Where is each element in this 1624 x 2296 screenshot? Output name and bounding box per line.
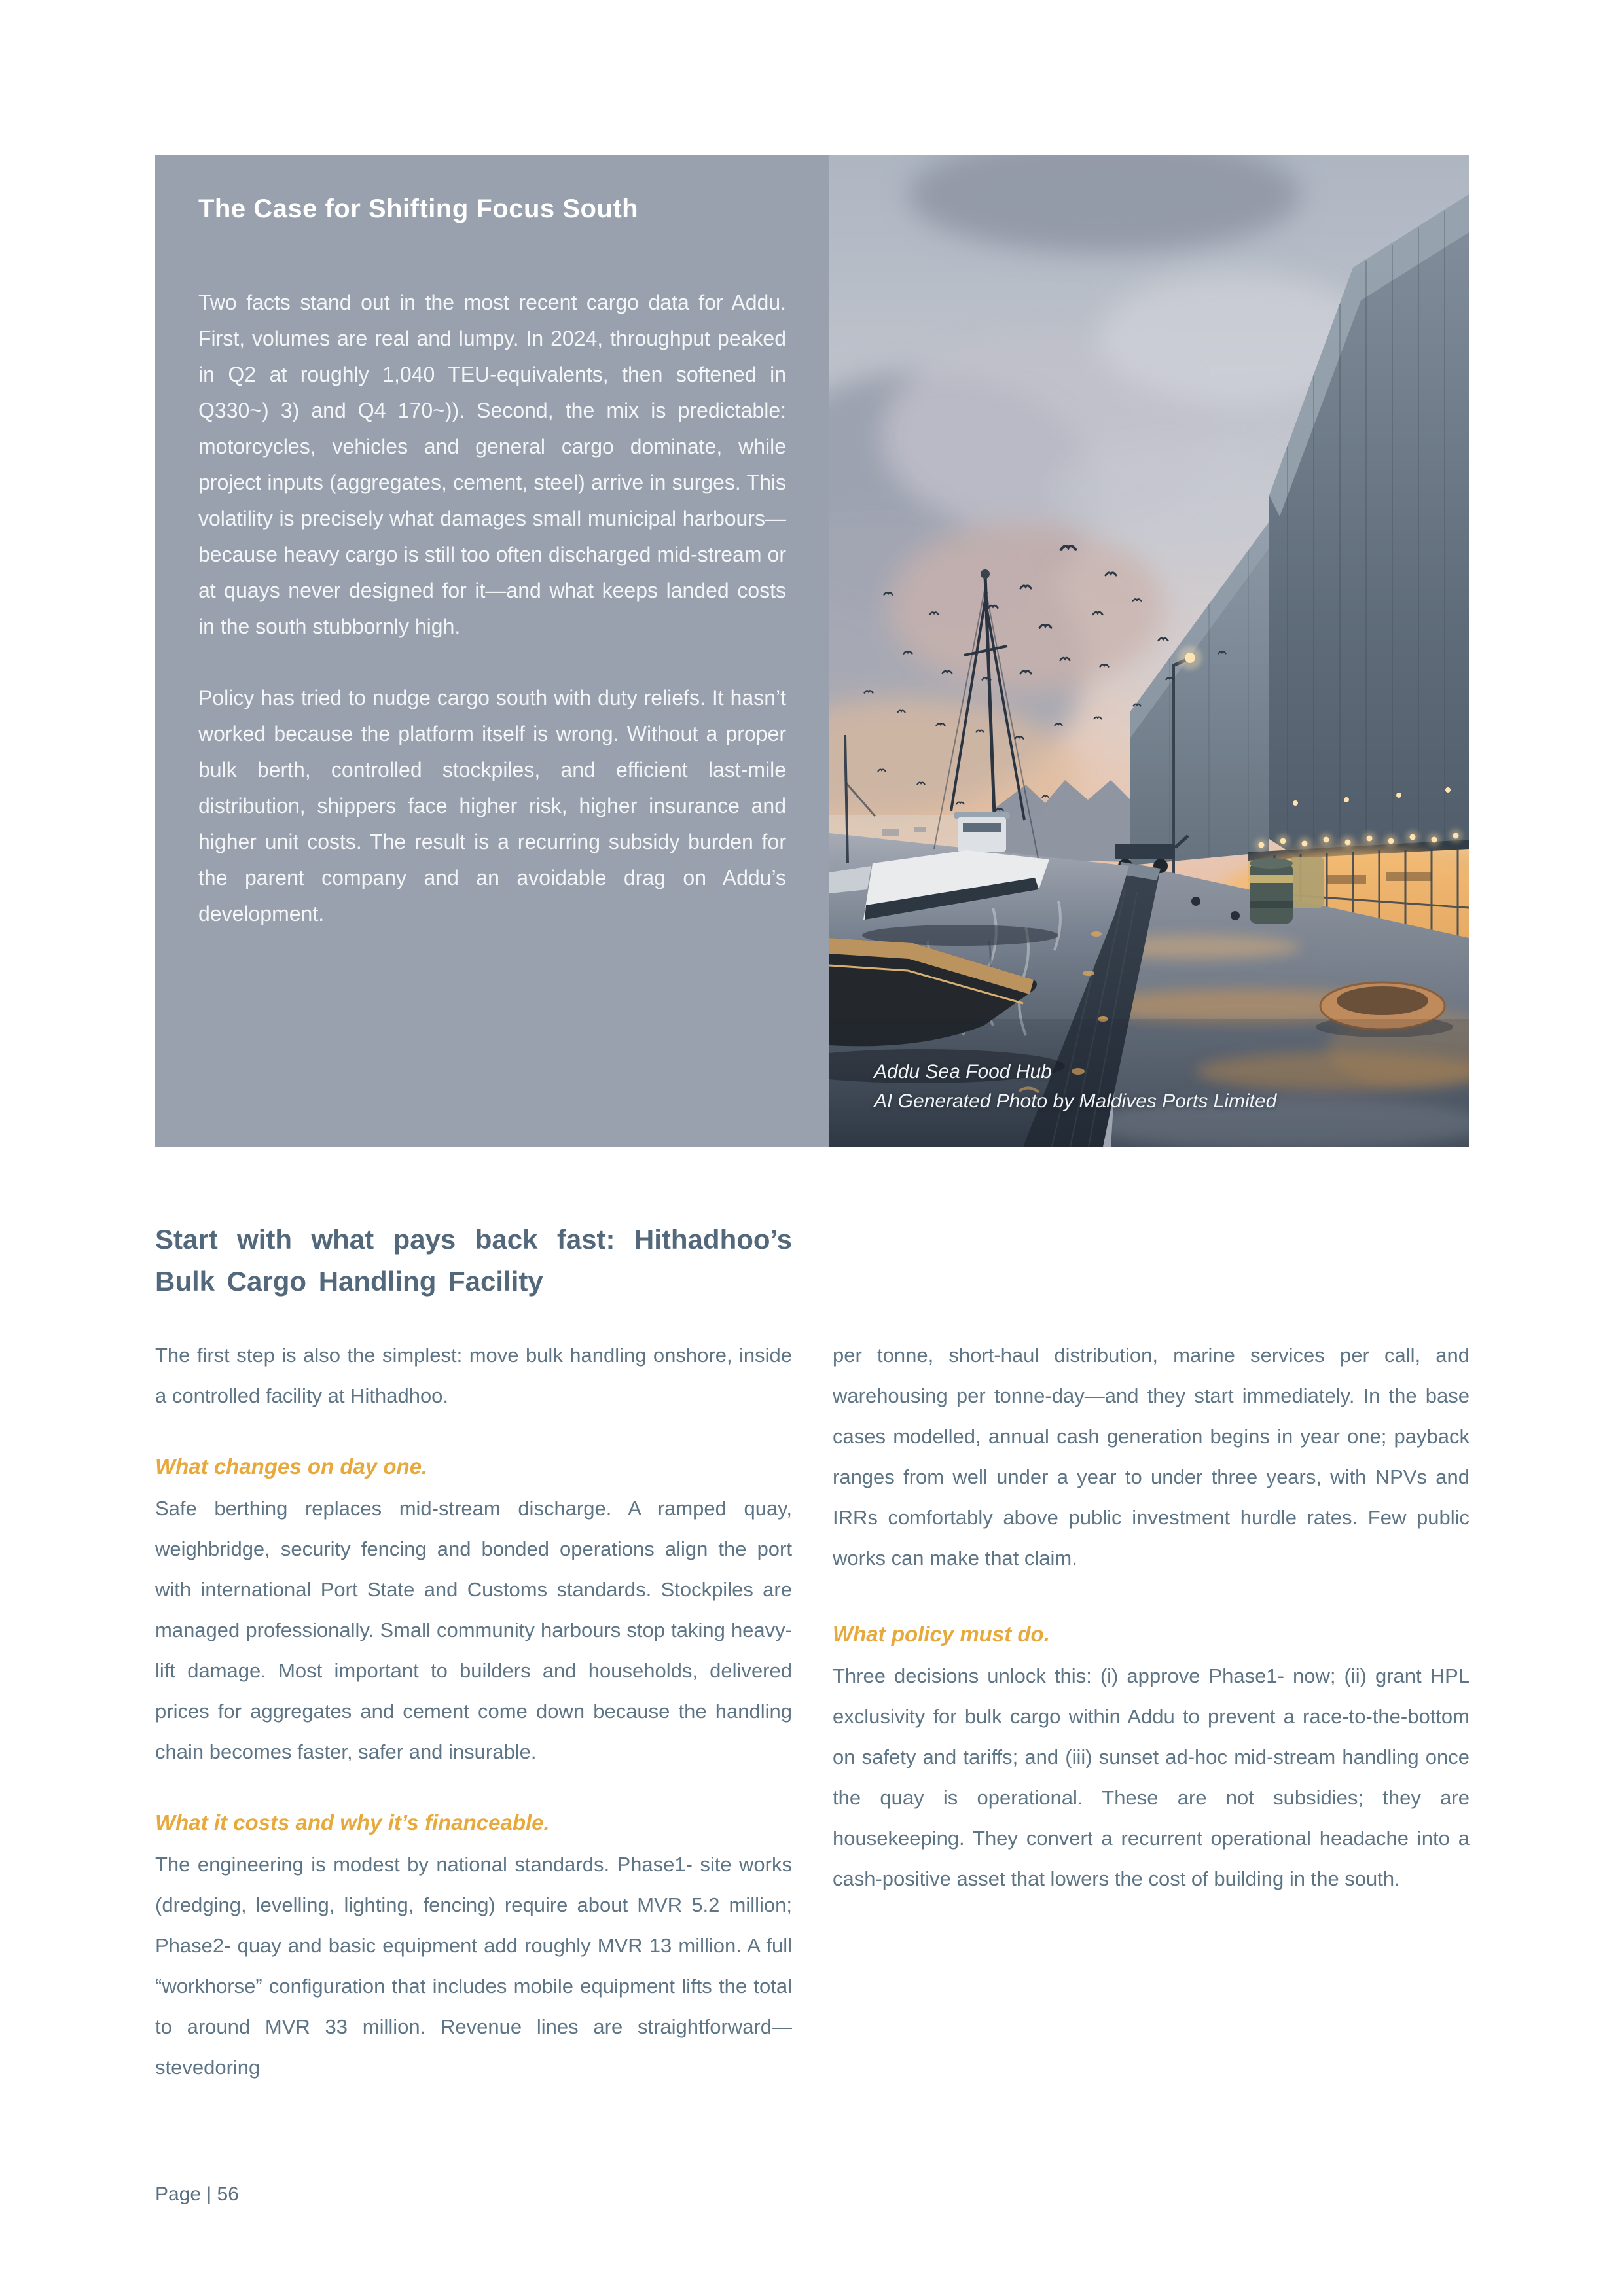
right-column bbox=[833, 1219, 1470, 2088]
harbor-photo bbox=[829, 155, 1469, 1147]
photo-caption-credit: AI Generated Photo by Maldives Ports Limited bbox=[874, 1090, 1277, 1112]
hero-title: The Case for Shifting Focus South bbox=[198, 194, 639, 223]
left-column bbox=[155, 1219, 792, 2088]
paragraph-costs: The engineering is modest by national standards. Phase1- site works (dredging, levelling, lighting, fencing) require about MVR 5.2 million; Phase2- quay and basic equipment add roughly MVR 13 million. A full “workhorse” configuration that includes mobile equipment lifts the total to around MVR 33 million. Revenue lines are straightforward—stevedoring bbox=[155, 1853, 792, 2079]
subhead-day-one: What changes on day one. bbox=[155, 1454, 428, 1479]
article-heading: Start with what pays back fast: Hithadhoo’s Bulk Cargo Handling Facility bbox=[155, 1224, 792, 1297]
harbor-photo-illustration bbox=[829, 155, 1469, 1147]
hero-panel bbox=[155, 155, 829, 1147]
subhead-costs: What it costs and why it’s financeable. bbox=[155, 1810, 550, 1835]
subhead-policy: What policy must do. bbox=[833, 1622, 1050, 1646]
article bbox=[155, 1219, 1470, 2088]
intro-paragraph: The first step is also the simplest: move bulk handling onshore, inside a controlled facility at Hithadhoo. bbox=[155, 1344, 792, 1407]
hero-row bbox=[155, 155, 1469, 1147]
photo-caption bbox=[874, 1057, 1276, 1116]
paragraph-policy: Three decisions unlock this: (i) approve Phase1- now; (ii) grant HPL exclusivity for bulk cargo within Addu to prevent a race-to-the-bottom on safety and tariffs; and (iii) sunset ad-hoc mid-stream handling once the quay is operational. These are not subsidies; they are housekeeping. They convert a recurrent operational headache into a cash-positive asset that lowers the cost of building in the south. bbox=[833, 1664, 1470, 1890]
photo-caption-title: Addu Sea Food Hub bbox=[874, 1061, 1052, 1083]
paragraph-day-one: Safe berthing replaces mid-stream discharge. A ramped quay, weighbridge, security fencing and bonded operations align the port with international Port State and Customs standards. Stockpiles are managed professionally. Small community harbours stop taking heavy-lift damage. Most important to builders and households, delivered prices for aggregates and cement come down because the handling chain becomes faster, safer and insurable. bbox=[155, 1497, 792, 1763]
page-number-footer: Page | 56 bbox=[155, 2183, 239, 2205]
continuation-paragraph: per tonne, short-haul distribution, marine services per call, and warehousing per tonne-day—and they start immediately. In the base cases modelled, annual cash generation begins in year one; payback ranges from well under a year to under three years, with NPVs and IRRs comfortably above public investment hurdle rates. Few public works can make that claim. bbox=[833, 1344, 1470, 1570]
hero-paragraph-2: Policy has tried to nudge cargo south with duty reliefs. It hasn’t worked because the platform itself is wrong. Without a proper bulk berth, controlled stockpiles, and efficient last-mile distribution, shippers face higher risk, higher insurance and higher unit costs. The result is a recurring subsidy burden for the parent company and an avoidable drag on Addu’s development. bbox=[198, 686, 786, 925]
hero-paragraph-1: Two facts stand out in the most recent cargo data for Addu. First, volumes are real and lumpy. In 2024, throughput peaked in Q2 at roughly 1,040 TEU-equivalents, then softened in Q330~) 3) and Q4 170~)). Second, the mix is predictable: motorcycles, vehicles and general cargo dominate, while project inputs (aggregates, cement, steel) arrive in surges. This volatility is precisely what damages small municipal harbours—because heavy cargo is still too often discharged mid-stream or at quays never designed for it—and what keeps landed costs in the south stubbornly high. bbox=[198, 291, 786, 638]
